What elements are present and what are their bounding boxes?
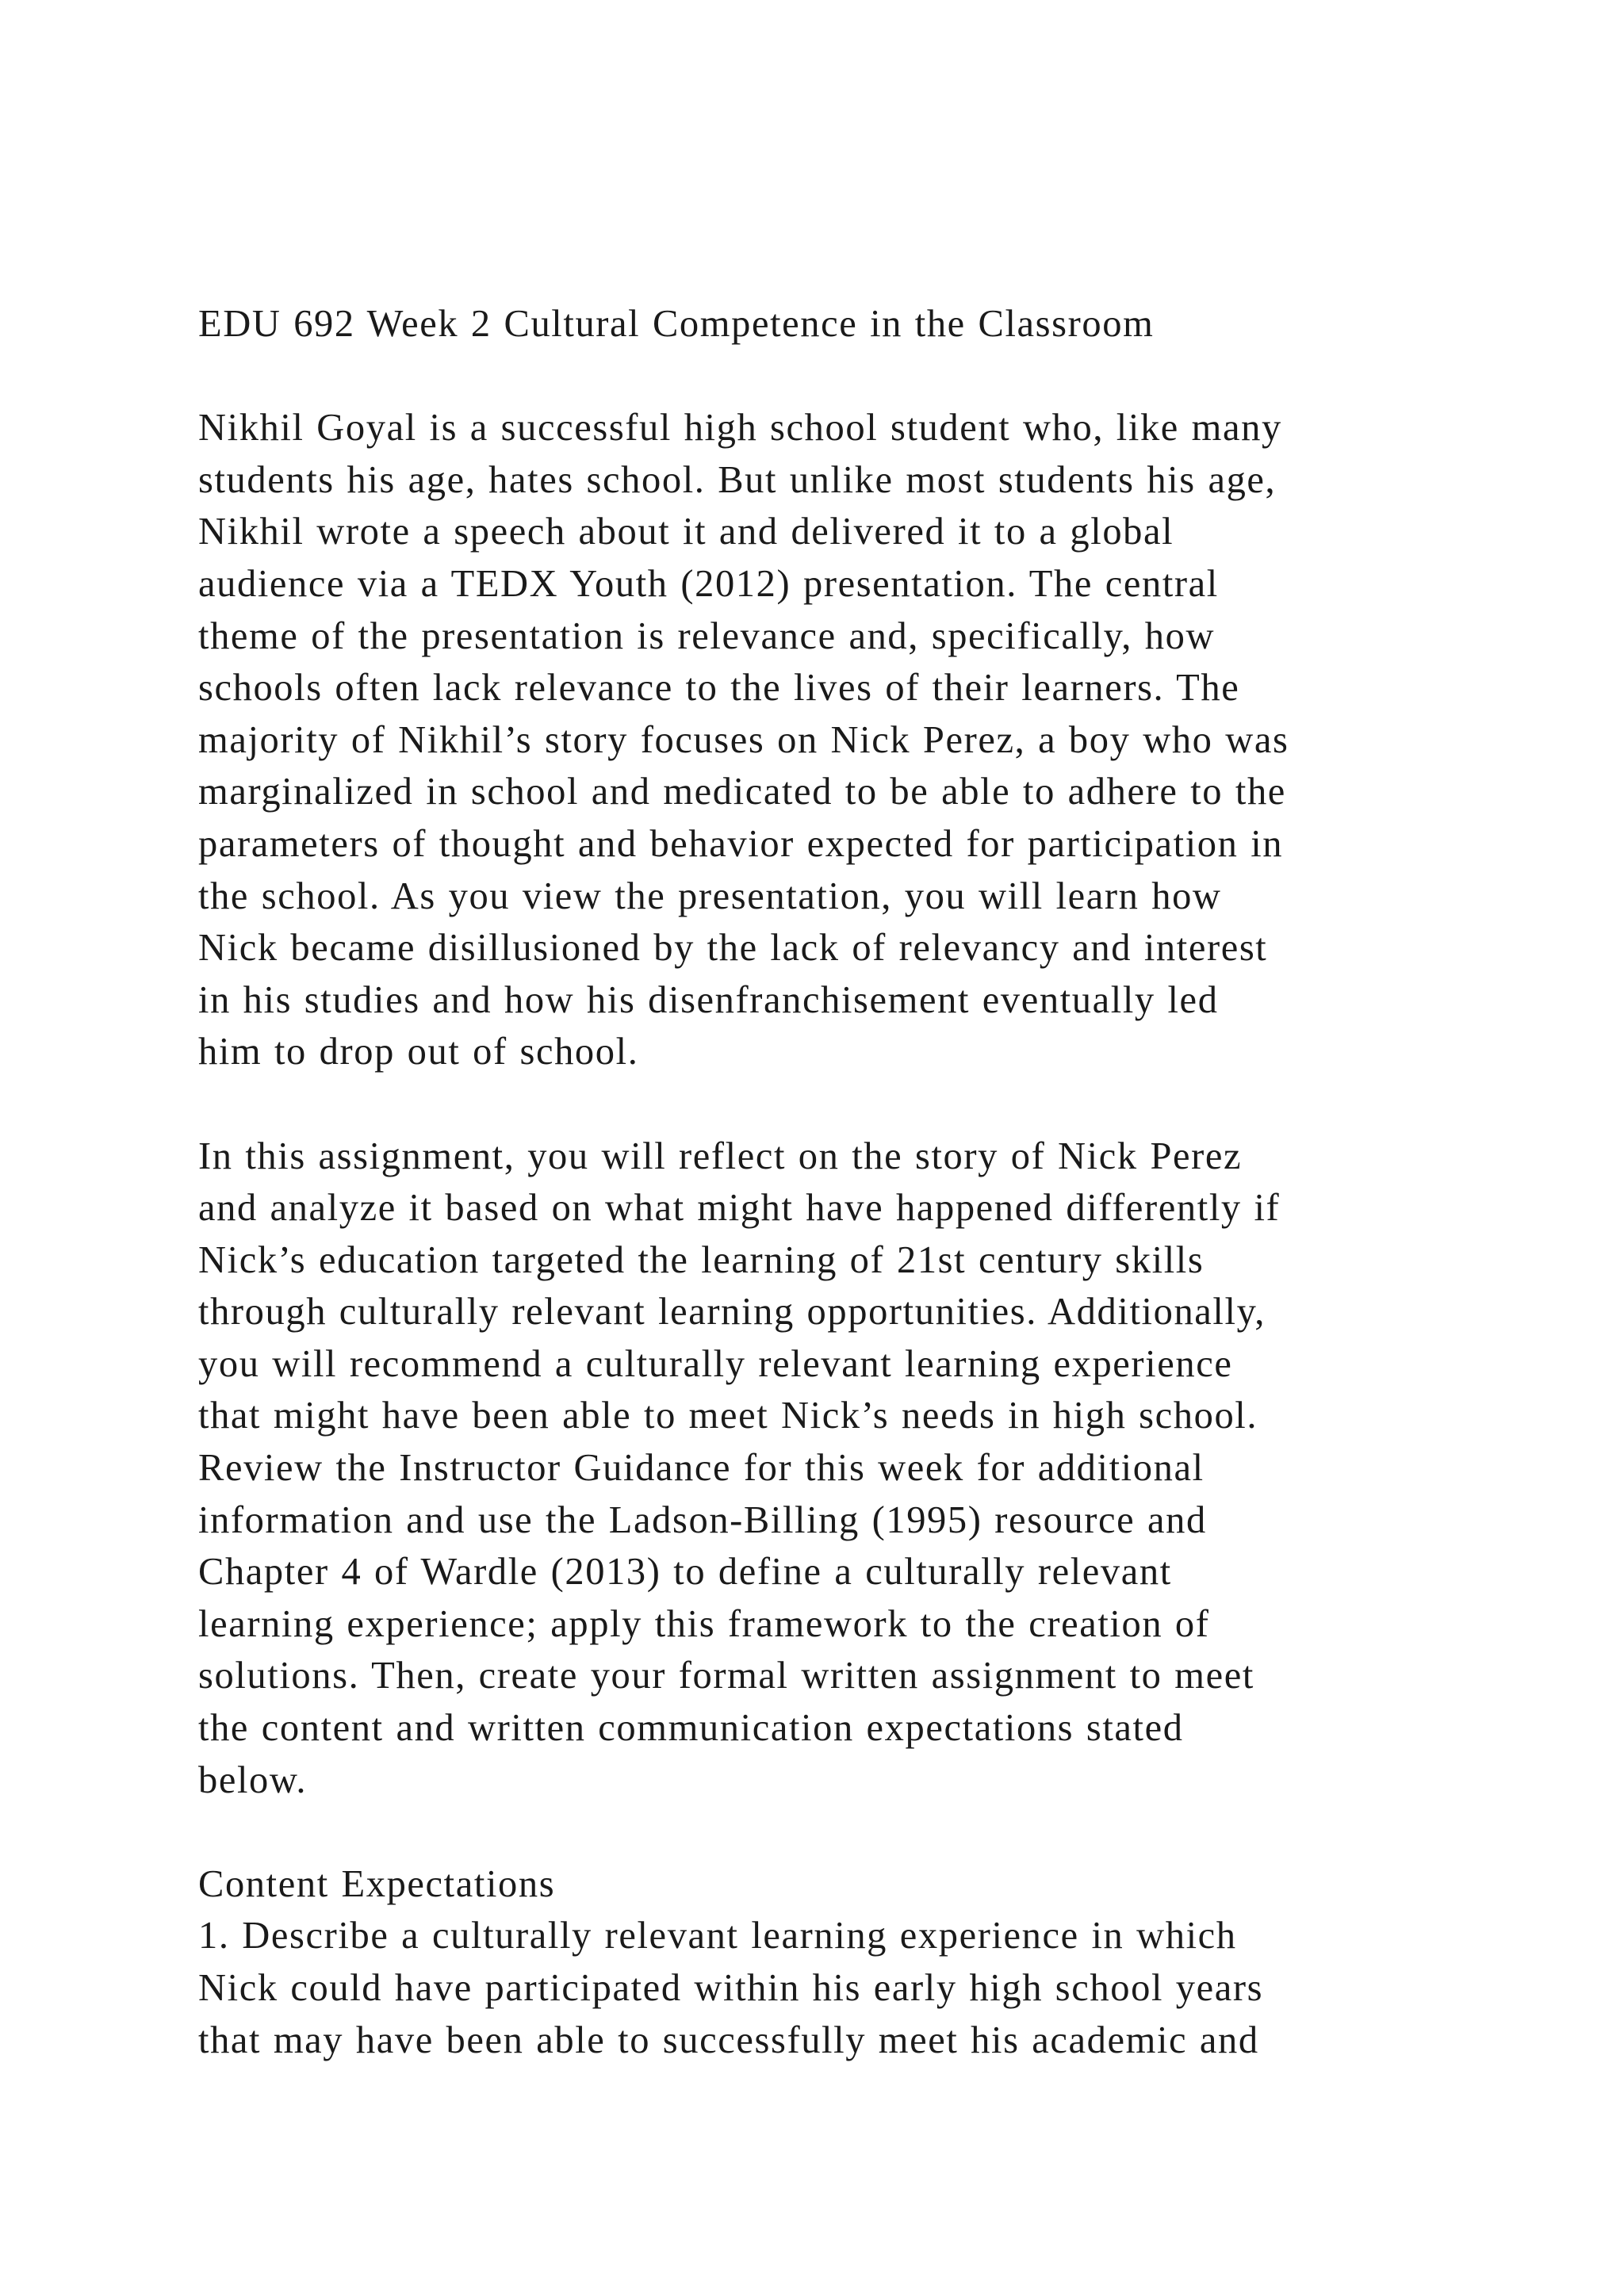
content-line: Nick could have participated within his early high school years bbox=[198, 1967, 1264, 2009]
assignment-line: Review the Instructor Guidance for this week for additional bbox=[198, 1447, 1205, 1490]
intro-line: Nikhil wrote a speech about it and delivered it to a global bbox=[198, 511, 1174, 553]
intro-line: in his studies and how his disenfranchisement eventually led bbox=[198, 978, 1219, 1021]
intro-paragraph bbox=[198, 402, 1483, 1078]
intro-line: the school. As you view the presentation, you will learn how bbox=[198, 874, 1222, 917]
paragraph-gap bbox=[198, 350, 1483, 403]
assignment-line: learning experience; apply this framework to the creation of bbox=[198, 1602, 1210, 1645]
intro-line: Nikhil Goyal is a successful high school student who, like many bbox=[198, 407, 1282, 450]
content-expectations-list bbox=[198, 1910, 1483, 2066]
assignment-line: In this assignment, you will reflect on the story of Nick Perez bbox=[198, 1135, 1243, 1177]
intro-line: marginalized in school and medicated to be able to adhere to the bbox=[198, 771, 1286, 813]
intro-line: students his age, hates school. But unlike most students his age, bbox=[198, 458, 1277, 501]
intro-line: parameters of thought and behavior expected for participation in bbox=[198, 822, 1284, 865]
assignment-line: Nick’s education targeted the learning of 21st century skills bbox=[198, 1238, 1205, 1281]
section-heading: Content Expectations bbox=[198, 1862, 556, 1905]
paragraph-gap bbox=[198, 1078, 1483, 1131]
assignment-paragraph bbox=[198, 1131, 1483, 1807]
intro-line: him to drop out of school. bbox=[198, 1031, 639, 1073]
intro-line: majority of Nikhil’s story focuses on Nick Perez, a boy who was bbox=[198, 718, 1289, 761]
assignment-line: that might have been able to meet Nick’s needs in high school. bbox=[198, 1395, 1258, 1437]
assignment-line: solutions. Then, create your formal written assignment to meet bbox=[198, 1655, 1254, 1697]
document-title: EDU 692 Week 2 Cultural Competence in the Classroom bbox=[198, 303, 1155, 345]
intro-line: Nick became disillusioned by the lack of relevancy and interest bbox=[198, 927, 1268, 970]
document-body bbox=[198, 298, 1483, 2066]
assignment-line: information and use the Ladson-Billing (1995) resource and bbox=[198, 1498, 1207, 1541]
assignment-line: and analyze it based on what might have happened differently if bbox=[198, 1187, 1281, 1230]
assignment-line: the content and written communication expectations stated bbox=[198, 1707, 1184, 1750]
intro-line: audience via a TEDX Youth (2012) presentation. The central bbox=[198, 562, 1219, 605]
content-line: 1. Describe a culturally relevant learning experience in which bbox=[198, 1915, 1237, 1957]
intro-line: theme of the presentation is relevance and, specifically, how bbox=[198, 614, 1216, 657]
assignment-line: you will recommend a culturally relevant learning experience bbox=[198, 1342, 1233, 1385]
assignment-line: below. bbox=[198, 1758, 308, 1801]
intro-line: schools often lack relevance to the lives of their learners. The bbox=[198, 667, 1240, 710]
assignment-line: through culturally relevant learning opportunities. Additionally, bbox=[198, 1291, 1266, 1334]
content-line: that may have been able to successfully meet his academic and bbox=[198, 2019, 1259, 2061]
assignment-line: Chapter 4 of Wardle (2013) to define a culturally relevant bbox=[198, 1551, 1172, 1594]
paragraph-gap bbox=[198, 1806, 1483, 1858]
